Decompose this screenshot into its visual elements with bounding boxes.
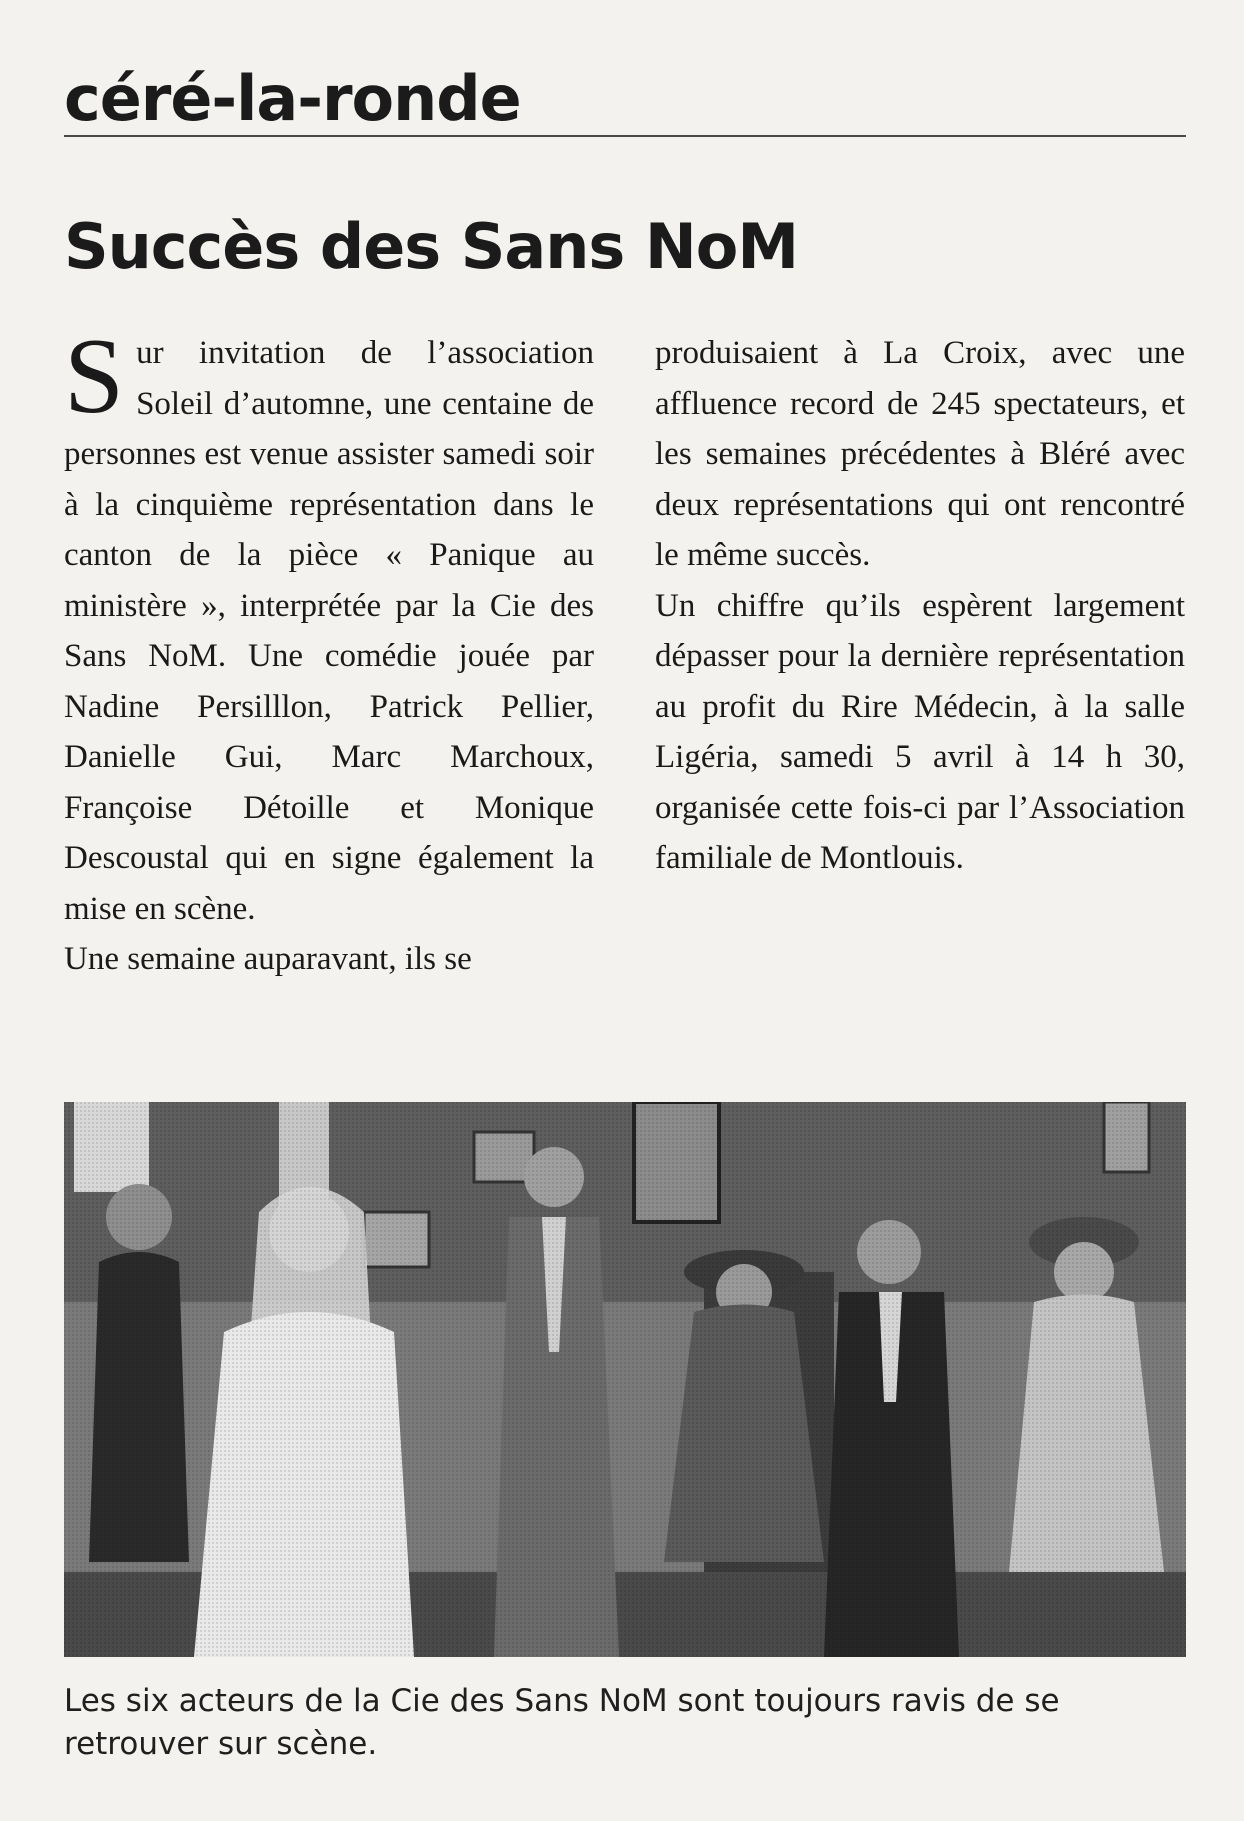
- drop-cap: S: [64, 317, 125, 436]
- article-photo: [64, 1102, 1186, 1657]
- photo-caption: Les six acteurs de la Cie des Sans NoM sont toujours ravis de se retrouver sur scène.: [64, 1683, 1060, 1762]
- article-paragraph: produisaient à La Croix, avec une affluence record de 245 spectateurs, et les semaines précédentes à Bléré avec deux représentations qui ont rencontré le même succès.: [655, 335, 1185, 573]
- paragraph-text: ur invitation de l’association Soleil d’automne, une centaine de personnes est venue assister samedi soir à la cinquième représentation dans le canton de la pièce « Panique au ministère », interprétée par la Cie des Sans NoM. Une comédie jouée par Nadine Persilllon, Patrick Pellier, Danielle Gui, Marc Marchoux, Françoise Détoille et Monique Descoustal qui en signe également la mise en scène.: [64, 335, 594, 927]
- article-paragraph: Un chiffre qu’ils espèrent largement dépasser pour la dernière représentation au profit du Rire Médecin, à la salle Ligéria, samedi 5 avril à 14 h 30, organisée cette fois-ci par l’Association familiale de Montlouis.: [655, 587, 1185, 876]
- section-title: céré-la-ronde: [64, 62, 521, 135]
- article-column-left: [64, 317, 594, 985]
- article-paragraph: Une semaine auparavant, ils se: [64, 941, 472, 977]
- stage-photo-illustration: [64, 1102, 1186, 1657]
- section-divider: [64, 135, 1186, 137]
- article-column-right: [655, 328, 1185, 884]
- article-paragraph: [64, 317, 594, 934]
- article-headline: Succès des Sans NoM: [64, 210, 799, 283]
